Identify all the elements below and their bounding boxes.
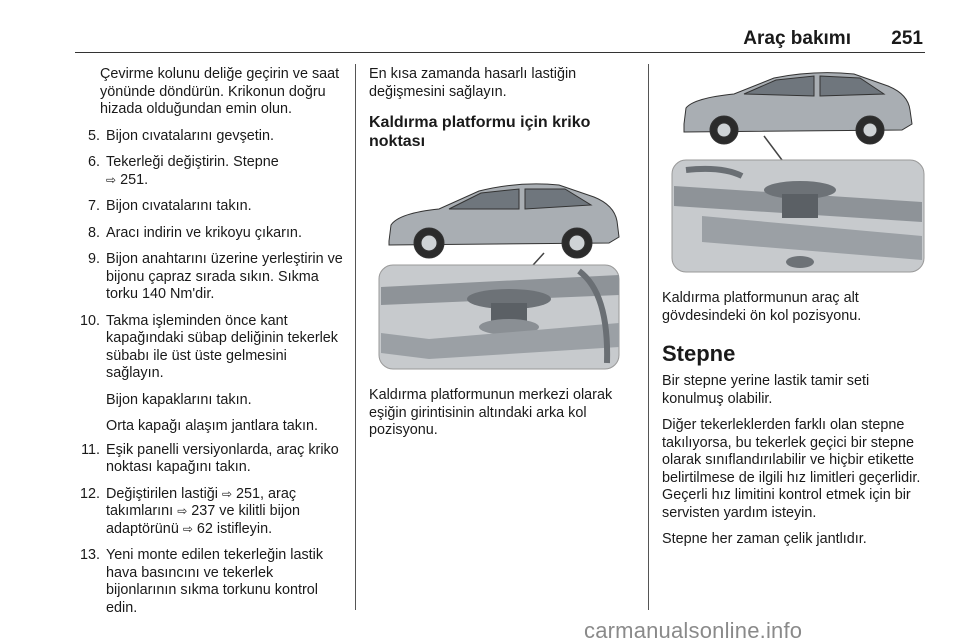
- list-item: 6. Tekerleği değiştirin. Stepne ⇨ 251.: [87, 154, 279, 188]
- list-item: 11. Eşik panelli versiyonlarda, araç kriko noktası kapağını takın.: [81, 441, 339, 475]
- page-ref[interactable]: 251.: [120, 171, 149, 188]
- paragraph: Diğer tekerleklerden farklı olan stepne takılıyorsa, bu tekerlek geçici bir stepne olarak sınıflandırılabilir ve hiçbir etikette belirtilmese de ilgili hız limitleri geçerlidir. Geçerli hız limitini kontrol etmek için bir servisten yardım isteyin.: [662, 417, 921, 521]
- column-right: [662, 66, 928, 558]
- column-middle: [369, 66, 634, 449]
- list-item: 7. Bijon cıvatalarını takın.: [87, 198, 252, 214]
- column-divider: [648, 64, 649, 610]
- list-item: 8. Aracı indirin ve krikoyu çıkarın.: [87, 224, 302, 241]
- watermark-text: carmanualsonline.info: [584, 618, 803, 643]
- page-ref-icon: ⇨: [106, 172, 117, 187]
- page-ref-icon: ⇨: [177, 504, 188, 518]
- paragraph: Bir stepne yerine lastik tamir seti konulmuş olabilir.: [662, 373, 870, 407]
- list-item: 9. Bijon anahtarını üzerine yerleştirin ve bijonu çapraz sırada sıkın. Sıkma torku 140 Nm'dir.: [87, 251, 343, 302]
- page-header: [75, 26, 925, 53]
- list-item: 13. Yeni monte edilen tekerleğin lastik hava basıncını ve tekerlek bijonlarının sıkma torkunu kontrol edin.: [79, 547, 324, 616]
- page-ref-icon: ⇨: [182, 521, 193, 536]
- chapter-title: Araç bakımı: [743, 28, 851, 49]
- jack-point-rear-illustration: [369, 163, 634, 375]
- list-item: 10. Takma işleminden önce kant kapağındaki sübap deliğinin tekerlek sübabı ile üst üste gelmesini sağlayın. Bijon kapaklarını takın. Orta kapağı alaşım jantlara takın.: [79, 312, 339, 434]
- jack-point-front-illustration: [662, 66, 928, 278]
- page-number: 251: [891, 28, 923, 49]
- step-intro: Çevirme kolunu deliğe geçirin ve saat yönünde döndürün. Krikonun doğru hizada olduğundan emin olun.: [100, 66, 340, 117]
- page-ref-icon: ⇨: [221, 486, 233, 501]
- list-item: 5. Bijon cıvatalarını gevşetin.: [87, 127, 274, 144]
- section-heading: Kaldırma platformu için kriko noktası: [369, 114, 591, 150]
- paragraph: Stepne her zaman çelik jantlıdır.: [662, 531, 867, 547]
- column-divider: [355, 64, 356, 610]
- section-heading: Stepne: [662, 341, 736, 366]
- paragraph: En kısa zamanda hasarlı lastiğin değişmesini sağlayın.: [369, 66, 577, 100]
- figure-caption: Kaldırma platformunun merkezi olarak eşiğin girintisinin altındaki arka kol pozisyonu.: [369, 387, 613, 438]
- list-item: 12. Değiştirilen lastiği ⇨ 251, araç takımlarını ⇨ 237 ve kilitli bijon adaptörünü ⇨ 62 istifleyin.: [79, 485, 301, 537]
- column-left: [75, 66, 347, 626]
- figure-caption: Kaldırma platformunun araç alt gövdesindeki ön kol pozisyonu.: [662, 290, 862, 324]
